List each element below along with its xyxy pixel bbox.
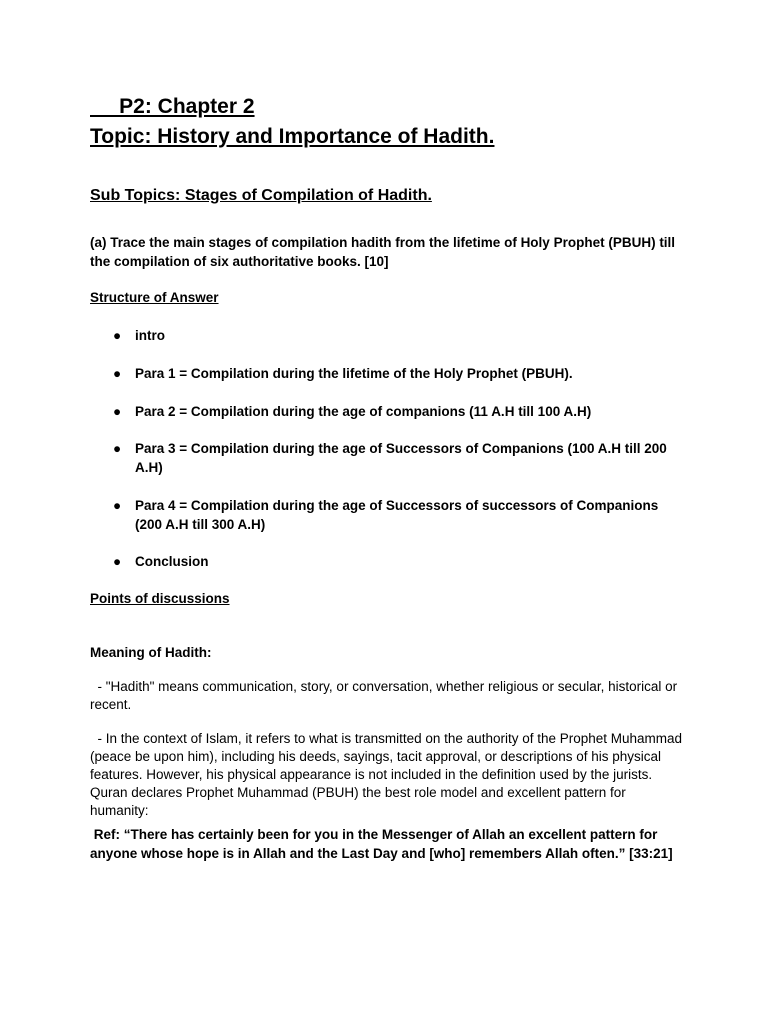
structure-item-text: Para 4 = Compilation during the age of Successors of successors of Companions (200 A.H till 300 A.H): [135, 498, 659, 532]
paragraph-context: - In the context of Islam, it refers to what is transmitted on the authority of the Prophet Muhammad (peace be upon him), including his deeds, sayings, tacit approval, or descriptions of his physical features. However, his physical appearance is not included in the definition used by the jurists. Quran declares Prophet Muhammad (PBUH) the best role model and excellent pattern for humanity:: [90, 731, 686, 818]
quran-reference: Ref: “There has certainly been for you in the Messenger of Allah an excellent pattern for anyone whose hope is in Allah and the Last Day and [who] remembers Allah often.” [33:21]: [90, 827, 673, 861]
paragraph-meaning: - "Hadith" means communication, story, or conversation, whether religious or secular, historical or recent.: [90, 679, 681, 712]
bullet-icon: ●: [113, 366, 122, 381]
bullet-icon: ●: [113, 328, 122, 343]
structure-heading: Structure of Answer: [90, 290, 219, 305]
structure-item: [113, 326, 680, 345]
structure-item: [113, 496, 680, 534]
structure-item: [113, 439, 680, 477]
question-text: (a) Trace the main stages of compilation hadith from the lifetime of Holy Prophet (PBUH) till the compilation of six authoritative books. [10]: [90, 235, 676, 269]
bullet-icon: ●: [113, 554, 122, 569]
structure-item: [113, 364, 680, 383]
structure-item: [113, 402, 680, 421]
chapter-heading: P2: Chapter 2: [90, 95, 255, 118]
topic-heading: Topic: History and Importance of Hadith.: [90, 125, 495, 148]
structure-item-text: Para 3 = Compilation during the age of Successors of Companions (100 A.H till 200 A.H): [135, 441, 667, 475]
subtopic-heading: Sub Topics: Stages of Compilation of Hadith.: [90, 187, 432, 204]
bullet-icon: ●: [113, 441, 122, 456]
points-heading: Points of discussions: [90, 591, 230, 606]
bullet-icon: ●: [113, 404, 122, 419]
meaning-heading: Meaning of Hadith:: [90, 645, 212, 660]
bullet-icon: ●: [113, 498, 122, 513]
structure-item-text: Para 1 = Compilation during the lifetime of the Holy Prophet (PBUH).: [135, 366, 573, 381]
structure-item: [113, 552, 680, 571]
structure-item-text: Para 2 = Compilation during the age of companions (11 A.H till 100 A.H): [135, 404, 592, 419]
structure-item-text: intro: [135, 328, 165, 343]
structure-item-text: Conclusion: [135, 554, 209, 569]
